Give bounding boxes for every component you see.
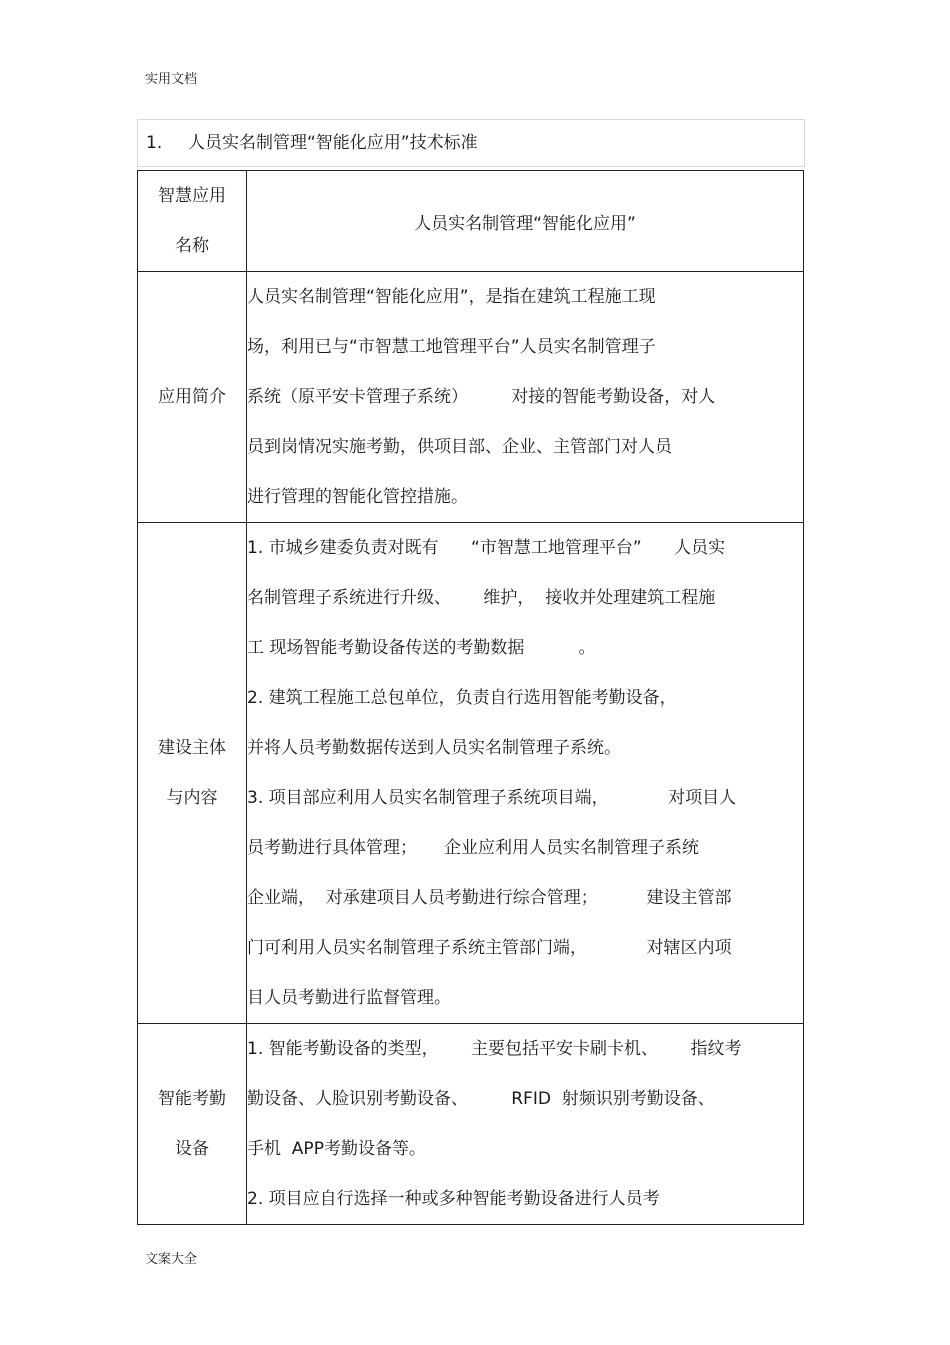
text-line: 手机 APP考勤设备等。 <box>247 1139 426 1159</box>
text-line: 场，利用已与“市智慧工地管理平台”人员实名制管理子 <box>247 337 656 357</box>
text-line: 进行管理的智能化管控措施。 <box>247 487 468 507</box>
label-line: 智慧应用 <box>158 186 226 206</box>
row-value-construction <box>247 523 804 1024</box>
label-line: 建设主体 <box>158 738 226 758</box>
table-row <box>138 523 804 1024</box>
text-line: 3. 项目部应利用人员实名制管理子系统项目端， 对项目人 <box>247 788 737 808</box>
section-number: 1. <box>146 133 163 153</box>
table-row <box>138 1024 804 1225</box>
text-line: 勤设备、人脸识别考勤设备、 RFID 射频识别考勤设备、 <box>247 1089 715 1109</box>
label-line: 与内容 <box>166 788 218 808</box>
text-line: 员到岗情况实施考勤，供项目部、企业、主管部门对人员 <box>247 437 672 457</box>
label-line: 设备 <box>175 1139 209 1159</box>
row-label-intro: 应用简介 <box>138 272 247 523</box>
text-line: 工 现场智能考勤设备传送的考勤数据 。 <box>247 638 596 658</box>
spec-table <box>137 170 804 1225</box>
text-line: 系统（原平安卡管理子系统） 对接的智能考勤设备，对人 <box>247 387 716 407</box>
text-line: 2. 建筑工程施工总包单位，负责自行选用智能考勤设备， <box>247 688 677 708</box>
text-line: 企业端， 对承建项目人员考勤进行综合管理； 建设主管部 <box>247 888 732 908</box>
text-line: 门可利用人员实名制管理子系统主管部门端， 对辖区内项 <box>247 938 732 958</box>
row-label-app-name <box>138 171 247 272</box>
text-line: 人员实名制管理“智能化应用”，是指在建筑工程施工现 <box>247 287 656 307</box>
text-line: 目人员考勤进行监督管理。 <box>247 988 451 1008</box>
text-line: 1. 智能考勤设备的类型， 主要包括平安卡刷卡机、 指纹考 <box>247 1039 742 1059</box>
table-row <box>138 171 804 272</box>
row-label-construction <box>138 523 247 1024</box>
row-value-app-name: 人员实名制管理“智能化应用” <box>247 171 804 272</box>
table-row <box>138 272 804 523</box>
page-header: 实用文档 <box>145 72 198 87</box>
text-line: 并将人员考勤数据传送到人员实名制管理子系统。 <box>247 738 621 758</box>
text-line: 2. 项目应自行选择一种或多种智能考勤设备进行人员考 <box>247 1189 660 1209</box>
section-title <box>137 119 805 167</box>
label-line: 智能考勤 <box>158 1089 226 1109</box>
row-value-devices <box>247 1024 804 1225</box>
text-line: 名制管理子系统进行升级、 维护， 接收并处理建筑工程施 <box>247 588 716 608</box>
section-title-text: 人员实名制管理“智能化应用”技术标准 <box>188 133 478 153</box>
page-footer: 文案大全 <box>145 1252 198 1267</box>
row-label-devices <box>138 1024 247 1225</box>
text-line: 1. 市城乡建委负责对既有 “市智慧工地管理平台” 人员实 <box>247 538 726 558</box>
text-line: 员考勤进行具体管理； 企业应利用人员实名制管理子系统 <box>247 838 700 858</box>
row-value-intro <box>247 272 804 523</box>
label-line: 名称 <box>175 236 209 256</box>
